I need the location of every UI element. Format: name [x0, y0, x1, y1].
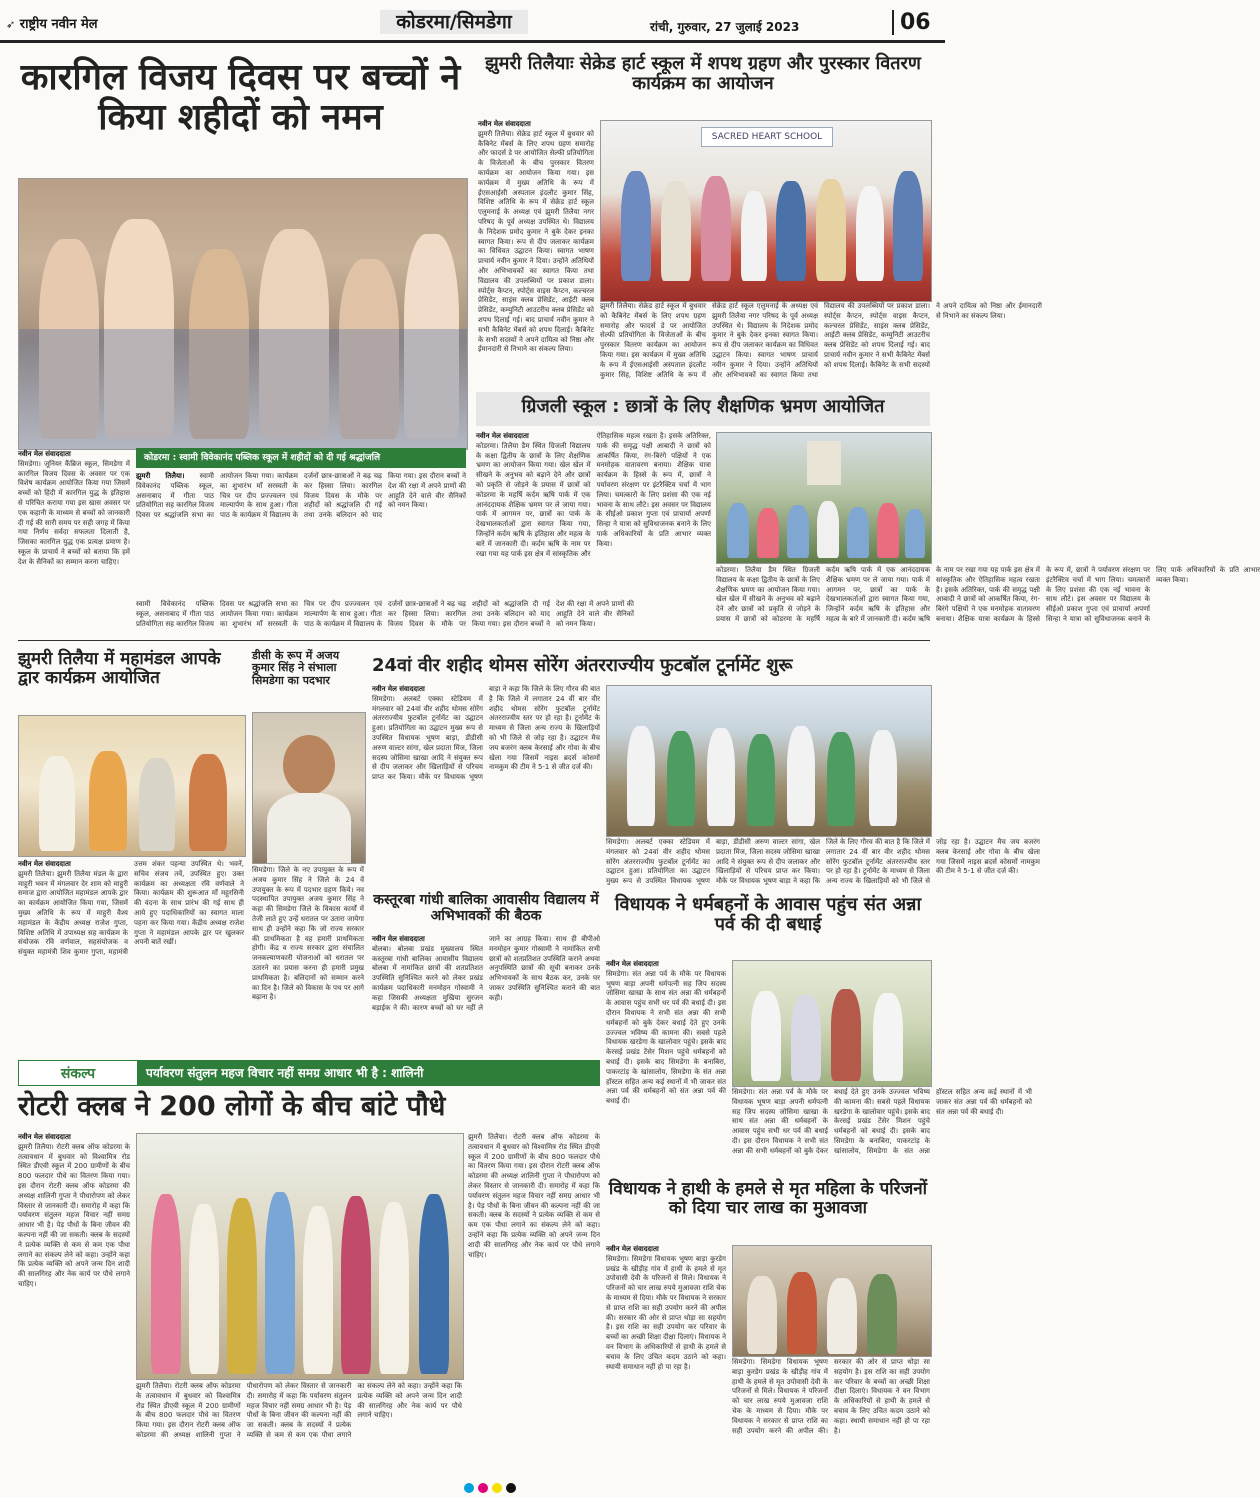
sankalp-title: पर्यावरण संतुलन महज विचार नहीं समग्र आधार भी है : शालिनी	[146, 1066, 424, 1080]
kargil-article: नवीन मेल संवाददाता सिमडेगा। जूनियर कैंब्रिज स्कूल, सिमडेगा में कारगिल विजय दिवस के अवसर पर एक विशेष कार्यक्रम आयोजित किया गया जिसमें बच्चों को हिंदी में कारगिल युद्ध के इतिहास से परिचित कराया गया इस खास अवसर पर एक कहानी के माध्यम से बच्चों को जानकारी दी गई की सारी समय पर सही जगह में किया गया निर्णय सर्वदा सफलता दिलाती है, जिसका कारगिल युद्ध एक प्रत्यक्ष प्रमाण है। स्कूल के प्राचार्य ने बच्चों को बताया कि हमें देश के सैनिकों का सम्मान करना चाहिए।	[18, 450, 130, 566]
grizzly-article: नवीन मेल संवाददाता कोडरमा। तिलैया डैम स्थित ग्रिजली विद्यालय के कक्षा द्वितीय के छात्रों के लिए शैक्षणिक भ्रमण का आयोजन किया गया। खेल खेल में सीखने के अनुभव को बढ़ाने देने और छात्रों को प्रकृति से जोड़ने के प्रयास में छात्रों को कोडरमा के महर्षि कर्दम ऋषि पार्क में एक आनंददायक शैक्षिक भ्रमण पर ले जाया गया। पार्क में आगमन पर, छात्रों का पार्क के देखभालकर्ताओं द्वारा स्वागत किया गया, जिन्होंने कर्दम ऋषि के इतिहास और महत्व के बारे में जानकारी दी। कर्दम ऋषि के नाम पर रखा गया यह पार्क इस क्षेत्र में सांस्कृतिक और ऐतिहासिक महत्व रखता है। इसके अतिरिक्त, पार्क की समृद्ध पक्षी आबादी ने छात्रों को आकर्षित किया, रंग-बिरंगे पक्षियों ने एक मनमोहक वातावरण बनाया। शैक्षिक यात्रा कार्यक्रम के हिस्से के रूप में, छात्रों ने पर्यावरण संरक्षण पर इंटरैक्टिव चर्चा में भाग लिया। चमत्कारों के लिए प्रशंसा की एक नई भावना के साथ लौटे। इस अवसर पर विद्यालय के सीईओ प्रकाश गुप्ता एवं प्राचार्या अपर्णा सिन्हा ने यात्रा को सुविधाजनक बनाने के लिए पार्क अधिकारियों के प्रति आभार व्यक्त किया।	[476, 432, 711, 558]
magenta-dot	[478, 1483, 488, 1493]
page-number: 06	[892, 10, 931, 35]
section-title: कोडरमा/सिमडेगा	[380, 10, 528, 34]
rotary-article-2: झुमरी तिलैया। रोटरी क्लब ऑफ कोडरमा के तत्वावधान में बुधवार को विश्वामित्र रोड स्थित डीएवी स्कूल में 200 ग्रामीणों के बीच 800 फलदार पौधे का वितरण किया गया। इस दौरान रोटरी क्लब ऑफ कोडरमा की अध्यक्ष शालिनी गुप्ता ने पौधारोपण को लेकर विस्तार से जानकारी दी। समारोह में कहा कि पर्यावरण संतुलन महज विचार नहीं समग्र आधार भी है। पेड़ पौधों के बिना जीवन की कल्पना नहीं की जा सकती। क्लब के सदस्यों ने प्रत्येक व्यक्ति से कम से कम एक पौधा लगाने का संकल्प लेने को कहा। उन्होंने कहा कि प्रत्येक व्यक्ति को अपने जन्म दिन शादी की सालगिरह और नेक कार्य पर पौधे लगाने चाहिए।	[136, 1382, 462, 1439]
rotary-article-3: झुमरी तिलैया। रोटरी क्लब ऑफ कोडरमा के तत्वावधान में बुधवार को विश्वामित्र रोड स्थित डीएवी स्कूल में 200 ग्रामीणों के बीच 800 फलदार पौधे का वितरण किया गया। इस दौरान रोटरी क्लब ऑफ कोडरमा की अध्यक्ष शालिनी गुप्ता ने पौधारोपण को लेकर विस्तार से जानकारी दी। समारोह में कहा कि पर्यावरण संतुलन महज विचार नहीं समग्र आधार भी है। पेड़ पौधों के बिना जीवन की कल्पना नहीं की जा सकती। क्लब के सदस्यों ने प्रत्येक व्यक्ति से कम से कम एक पौधा लगाने का संकल्प लेने को कहा। उन्होंने कहा कि प्रत्येक व्यक्ति को अपने जन्म दिन शादी की सालगिरह और नेक कार्य पर पौधे लगाने चाहिए।	[468, 1133, 600, 1259]
football-article: नवीन मेल संवाददाता सिमडेगा। अलबर्ट एक्का स्टेडियम में मंगलवार को 24वां वीर शहीद थोमस सोरेंग अंतरराज्यीय फुटबॉल टूर्नामेंट का उद्घाटन हुआ। प्रतियोगिता का उद्घाटन मुख्य रूप से उपस्थित विधायक भूषण बाड़ा, डीडीसी अरुण वाल्टर सांगा, खेल प्रदाता मिंज, जिला सदस्य जोसिमा खाखा आदि ने संयुक्त रूप से दीप जलाकर और खिलाड़ियों से परिचय प्राप्त कर किया। मौके पर विधायक भूषण बाड़ा ने कहा कि जिले के लिए गौरव की बात है कि जिले में लगातार 24 वीं बार वीर शहीद थोमस सोरेंग फुटबॉल टूर्नामेंट अंतरराज्यीय स्तर पर हो रहा है। टूर्नामेंट के माध्यम से जिला अन्य राज्य के खिलाड़ियों को भी जिले से जोड़ रहा है। उद्घाटन मैच जय बजरंग क्लब केरसाई और गोवा के बीच खेला गया जिसमें नाइस ब्रदर्स कोसमों नामकुम की टीम ने 5-1 से जीत दर्ज की।	[372, 685, 600, 782]
date-line: रांची, गुरुवार, 27 जुलाई 2023	[650, 20, 800, 34]
kargil-headline: कारगिल विजय दिवस पर बच्चों ने किया शहीदों को नमन	[20, 57, 461, 139]
dc-portrait-photo	[252, 712, 366, 864]
vivekanand-bar: कोडरमा : स्वामी विवेकानंद पब्लिक स्कूल में शहीदों को दी गई श्रद्धांजलि	[136, 448, 466, 468]
rotary-article: नवीन मेल संवाददाता झुमरी तिलैया। रोटरी क्लब ऑफ कोडरमा के तत्वावधान में बुधवार को विश्वामित्र रोड स्थित डीएवी स्कूल में 200 ग्रामीणों के बीच 800 फलदार पौधे का वितरण किया गया। इस दौरान रोटरी क्लब ऑफ कोडरमा की अध्यक्ष शालिनी गुप्ता ने पौधारोपण को लेकर विस्तार से जानकारी दी। समारोह में कहा कि पर्यावरण संतुलन महज विचार नहीं समग्र आधार भी है। पेड़ पौधों के बिना जीवन की कल्पना नहीं की जा सकती। क्लब के सदस्यों ने प्रत्येक व्यक्ति से कम से कम एक पौधा लगाने का संकल्प लेने को कहा। उन्होंने कहा कि प्रत्येक व्यक्ति को अपने जन्म दिन शादी की सालगिरह और नेक कार्य पर पौधे लगाने चाहिए।	[18, 1133, 130, 1288]
mahamandal-article: नवीन मेल संवाददाता झुमरी तिलैया। झुमरी तिलैया मंडल के द्वारा माहुरी भवन में मंगलवार देर शाम को माहुरी समाज द्वारा आयोजित महामंडल आपके द्वार का कार्यक्रम आयोजित किया गया, जिसमें मुख्य अतिथि के रूप में माहुरी वैश्य महामंडल के केंद्रीय अध्यक्ष राजेश गुप्ता, विशिष्ट अतिथि में उपाध्यक्ष सह कार्यक्रम के संयोजक रवि वर्णवाल, सहसंयोजक व संयुक्त महामंत्री शिव कुमार गुप्ता, महामंत्री उत्तम शंकर पहन्या उपस्थित थे। भवनें, सचिव संजय तवें, उपस्थित हुए। उक्त कार्यक्रम का अध्यक्षता रवि वर्णवाले ने किया। कार्यक्रम की शुरूआत माँ महुरसिनी की वंदना के साथ प्रारंभ की गई साथ ही आये हुए पदाधिकारियों का स्वागत माला पहना कर किया गया। केंद्रीय अध्यक्ष राजेश गुप्ता ने महामंडल आपके द्वार पर खुलकर अपनी बातें रखीं।	[18, 860, 244, 957]
kargil-photo	[18, 178, 468, 450]
sacredheart-photo: SACRED HEART SCHOOL	[600, 120, 932, 302]
kasturba-headline: कस्तूरबा गांधी बालिका आवासीय विद्यालय में अभिभावकों की बैठक	[373, 892, 599, 924]
rotary-headline: रोटरी क्लब ने 200 लोगों के बीच बांटे पौधे	[18, 1091, 446, 1122]
yellow-dot	[492, 1483, 502, 1493]
sankalp-bar	[18, 1060, 600, 1086]
mahamandal-headline: झुमरी तिलैया में महामंडल आपके द्वार कार्यक्रम आयोजित	[18, 649, 221, 689]
simdega-dc-article: सिमडेगा। जिले के नए उपायुक्त के रूप में अजय कुमार सिंह ने जिले के 24 वें उपायुक्त के रूप में पदभार ग्रहण किये। नव पदस्थापित उपायुक्त अजय कुमार सिंह ने कहा की सिमडेगा जिले के विकास कार्यों में तेजी लाते हुए उन्हें धरातल पर उतारा जायेगा साथ ही उन्होंने कहा कि जो राज्य सरकार की प्राथमिकता है वह हमारी प्राथमिकता होगी। केंद्र व राज्य सरकार द्वारा संचालित जनकल्याणकारी योजनाओं को धरातल पर उतारने का प्रयास करना ही हमारी प्रमुख प्राथमिकता है। बलिदानों को सम्मान करने का दिन है। जिले को विकास के पथ पर आगे बढ़ाना है।	[252, 866, 364, 1002]
football-headline: 24वां वीर शहीद थोमस सोरेंग अंतरराज्यीय फुटबॉल टूर्नामेंट शुरू	[372, 655, 793, 676]
sacredheart-article-1: नवीन मेल संवाददाता झुमरी तिलैया। सेक्रेड हार्ट स्कूल में बुधवार को कैबिनेट मेंबर्स के लिए शपथ ग्रहण समारोह और फादर्स डे पर आयोजित सेल्फी प्रतियोगिता के विजेताओं के बीच पुरस्कार वितरण कार्यक्रम का आयोजन किया गया। इस कार्यक्रम में मुख्य अतिथि के रूप में ईएसआईसी अस्पताल इंदलौट कुमार सिंह, विशिष्ट अतिथि के रूप में सेक्रेड हार्ट स्कूल एलुमनाई के अध्यक्ष एवं झुमरी तिलैया नगर परिषद के पूर्व अध्यक्ष उपस्थित थे। विद्यालय के निदेशक प्रमोद कुमार ने बुके देकर इनका स्वागत किया। रूप से दीप जलाकर कार्यक्रम का विधिवत उद्घाटन किया। स्वागत भाषण प्राचार्य नवीन कुमार ने दिया। उन्होंने अतिथियों और अभिभावकों का स्वागत किया तथा विद्यालय की उपलब्धियों पर प्रकाश डाला। स्पोर्ट्स कैप्टन, स्पोर्ट्स वाइस कैप्टन, कल्चरल प्रेसिडेंट, साइंस क्लब प्रेसिडेंट, आईटी क्लब प्रेसिडेंट, कम्युनिटी आउटरीच क्लब प्रेसिडेंट को शपथ दिलाई गई। बाद प्राचार्य नवीन कुमार ने सभी कैबिनेट मेंबर्स को शपथ दिलाई। कैबिनेट के सभी सदस्यों ने अपने दायित्व को निष्ठा और ईमानदारी से निभाने का संकल्प लिया।	[478, 120, 594, 354]
kasturba-article: नवीन मेल संवाददाता बोलबा। बोलबा प्रखंड मुख्यालय स्थित कस्तूरबा गांधी बालिका आवासीय विद्यालय बोलबा में नामांकित छात्रों की शतप्रतिशत उपस्थिति सुनिश्चित करने को लेकर प्रखंड कार्यक्रम पदाधिकारी मनमोहन गोस्वामी ने कहा जिसकी अध्यक्षता मुखिया सुरजन बड़ाईक ने की। कारण बच्चों को घर नहीं ले जाने का आग्रह किया। साथ ही बीपीओ मनमोहन कुमार गोस्वामी ने नामांकित सभी छात्रों को शतप्रतिशत उपस्थिति कराने अथवा अनुपस्थिति छात्रों की सूची बनाकर उनके अभिभावकों के साथ बैठक कर, उनके घर जाकर उपस्थिति सुनिश्चित कराने की बात कही।	[372, 935, 600, 1012]
football-photo	[606, 685, 932, 837]
section-divider	[18, 640, 930, 641]
grizzly-headline: ग्रिजली स्कूल : छात्रों के लिए शैक्षणिक भ्रमण आयोजित	[521, 396, 885, 417]
registration-mark-icon	[430, 1478, 550, 1489]
grizzly-photo	[716, 432, 932, 564]
sacredheart-article-2: झुमरी तिलैया। सेक्रेड हार्ट स्कूल में बुधवार को कैबिनेट मेंबर्स के लिए शपथ ग्रहण समारोह और फादर्स डे पर आयोजित सेल्फी प्रतियोगिता के विजेताओं के बीच पुरस्कार वितरण कार्यक्रम का आयोजन किया गया। इस कार्यक्रम में मुख्य अतिथि के रूप में ईएसआईसी अस्पताल इंदलौट कुमार सिंह, विशिष्ट अतिथि के रूप में सेक्रेड हार्ट स्कूल एलुमनाई के अध्यक्ष एवं झुमरी तिलैया नगर परिषद के पूर्व अध्यक्ष उपस्थित थे। विद्यालय के निदेशक प्रमोद कुमार ने बुके देकर इनका स्वागत किया। रूप से दीप जलाकर कार्यक्रम का विधिवत उद्घाटन किया। स्वागत भाषण प्राचार्य नवीन कुमार ने दिया। उन्होंने अतिथियों और अभिभावकों का स्वागत किया तथा विद्यालय की उपलब्धियों पर प्रकाश डाला। स्पोर्ट्स कैप्टन, स्पोर्ट्स वाइस कैप्टन, कल्चरल प्रेसिडेंट, साइंस क्लब प्रेसिडेंट, आईटी क्लब प्रेसिडेंट, कम्युनिटी आउटरीच क्लब प्रेसिडेंट को शपथ दिलाई गई। बाद प्राचार्य नवीन कुमार ने सभी कैबिनेट मेंबर्स को शपथ दिलाई। कैबिनेट के सभी सदस्यों ने अपने दायित्व को निष्ठा और ईमानदारी से निभाने का संकल्प लिया।	[600, 302, 1042, 379]
vidhayak-awas-article: नवीन मेल संवाददाता सिमडेगा। संत अन्ना पर्व के मौके पर विधायक भूषण बाड़ा अपनी धर्मपत्नी सह जिप सदस्य जोसिमा खाखा के साथ संत अन्ना की धर्मबहनों के आवास पहुंच सभी धर पर्व की बधाई दी। इस दौरान विधायक ने सभी संत अन्ना की सभी धर्मबहनों को बुके देकर बधाई देते हुए उनके उज्ज्वल भविष्य की कामना की। सबसे पहले विधायक खरडेगा के खालोवार पहुंचे। इसके बाद केरसई प्रखंड टेंसेर मिशन पहुंचे धर्मबहनों को बधाई दी। इसके बाद सिमडेगा के बनाबिरा, पाकरटांड़ के खांसालोय, सिमडेगा के संत अन्ना हॉस्टल सहित अन्य कई स्थानों में भी जाकर संत अन्ना पर्व की धर्मबहनों को संत अन्ना पर्व की बधाई दी।	[606, 960, 726, 1106]
vidhayak-awas-article-2: सिमडेगा। संत अन्ना पर्व के मौके पर विधायक भूषण बाड़ा अपनी धर्मपत्नी सह जिप सदस्य जोसिमा खाखा के साथ संत अन्ना की धर्मबहनों के आवास पहुंच सभी धर पर्व की बधाई दी। इस दौरान विधायक ने सभी संत अन्ना की सभी धर्मबहनों को बुके देकर बधाई देते हुए उनके उज्ज्वल भविष्य की कामना की। सबसे पहले विधायक खरडेगा के खालोवार पहुंचे। इसके बाद केरसई प्रखंड टेंसेर मिशन पहुंचे धर्मबहनों को बधाई दी। इसके बाद सिमडेगा के बनाबिरा, पाकरटांड़ के खांसालोय, सिमडेगा के संत अन्ना हॉस्टल सहित अन्य कई स्थानों में भी जाकर संत अन्ना पर्व की धर्मबहनों को संत अन्ना पर्व की बधाई दी।	[732, 1088, 1032, 1155]
mahamandal-photo	[18, 715, 246, 857]
rotary-photo	[136, 1133, 464, 1380]
grizzly-article-2: कोडरमा। तिलैया डैम स्थित ग्रिजली विद्यालय के कक्षा द्वितीय के छात्रों के लिए शैक्षणिक भ्रमण का आयोजन किया गया। खेल खेल में सीखने के अनुभव को बढ़ाने देने और छात्रों को प्रकृति से जोड़ने के प्रयास में छात्रों को कोडरमा के महर्षि कर्दम ऋषि पार्क में एक आनंददायक शैक्षिक भ्रमण पर ले जाया गया। पार्क में आगमन पर, छात्रों का पार्क के देखभालकर्ताओं द्वारा स्वागत किया गया, जिन्होंने कर्दम ऋषि के इतिहास और महत्व के बारे में जानकारी दी। कर्दम ऋषि के नाम पर रखा गया यह पार्क इस क्षेत्र में सांस्कृतिक और ऐतिहासिक महत्व रखता है। इसके अतिरिक्त, पार्क की समृद्ध पक्षी आबादी ने छात्रों को आकर्षित किया, रंग-बिरंगे पक्षियों ने एक मनमोहक वातावरण बनाया। शैक्षिक यात्रा कार्यक्रम के हिस्से के रूप में, छात्रों ने पर्यावरण संरक्षण पर इंटरैक्टिव चर्चा में भाग लिया। चमत्कारों के लिए प्रशंसा की एक नई भावना के साथ लौटे। इस अवसर पर विद्यालय के सीईओ प्रकाश गुप्ता एवं प्राचार्या अपर्णा सिन्हा ने यात्रा को सुविधाजनक बनाने के लिए पार्क अधिकारियों के प्रति आभार व्यक्त किया।	[716, 566, 1260, 623]
black-dot	[506, 1483, 516, 1493]
vivekanand-article-continued: स्वामी विवेकानंद पब्लिक स्कूल, असनाबाद में गीता पाठ प्रतियोगिता सह कारगिल विजय दिवस पर श्रद्धांजलि सभा का आयोजन किया गया। कार्यक्रम का शुभारंभ माँ सरस्वती के चित्र पर दीप प्रज्ज्वलन एवं माल्यार्पण के साथ हुआ। गीता पाठ के कार्यक्रम में विद्यालय के दर्जनों छात्र-छात्राओं ने बढ़ चढ़ कर हिस्सा लिया। कारगिल विजय दिवस के मौके पर शहीदों को श्रद्धांजलि दी गई तथा उनके बलिदान को याद किया गया। इस दौरान बच्चों ने देश की रक्षा में अपने प्राणों की आहुति देने वाले वीर सैनिकों को नमन किया।	[136, 600, 634, 628]
sankalp-tag: संकल्प	[18, 1060, 138, 1086]
vivekanand-article: झुमरी तिलैया। स्वामी विवेकानंद पब्लिक स्कूल, असनाबाद में गीता पाठ प्रतियोगिता सह कारगिल विजय दिवस पर श्रद्धांजलि सभा का आयोजन किया गया। कार्यक्रम का शुभारंभ माँ सरस्वती के चित्र पर दीप प्रज्ज्वलन एवं माल्यार्पण के साथ हुआ। गीता पाठ के कार्यक्रम में विद्यालय के दर्जनों छात्र-छात्राओं ने बढ़ चढ़ कर हिस्सा लिया। कारगिल विजय दिवस के मौके पर शहीदों को श्रद्धांजलि दी गई तथा उनके बलिदान को याद किया गया। इस दौरान बच्चों ने देश की रक्षा में अपने प्राणों की आहुति देने वाले वीर सैनिकों को नमन किया।	[136, 472, 466, 520]
vidhayak-awas-headline: विधायक ने धर्मबहनों के आवास पहुंच संत अन्ना पर्व की दी बधाई	[614, 894, 922, 936]
bird-logo-icon: ➶	[6, 18, 16, 31]
newspaper-logo: ➶ राष्ट्रीय नवीन मेल	[6, 17, 98, 32]
simdega-dc-headline: डीसी के रूप में अजय कुमार सिंह ने संभाला सिमडेगा का पदभार	[252, 649, 340, 687]
cyan-dot	[464, 1483, 474, 1493]
elephant-article: नवीन मेल संवाददाता सिमडेगा। सिमडेगा विधायक भूषण बाड़ा कुरडेग प्रखंड के खीड़ीह गांव में हाथी के हमले से मृत उपोवासी देवी के परिजनों से मिले। विधायक ने परिजनों को चार लाख रुपये मुआवजा राशि चेक के माध्यम से दिया। मौके पर विधायक ने सरकार से प्राप्त राशि का सही उपयोग करने की अपील की। सरकार की ओर से प्राप्त थोड़ा सा सहयोग है। इस राशि का सही उपयोग कर परिवार के बच्चों का अच्छी शिक्षा दीक्षा दिलाएं। विधायक ने वन विभाग के अधिकारियों से हाथी के हमले से बचाव के लिए उचित कदम उठाने को कहा। स्थायी समाधान नहीं हो पा रहा है।	[606, 1245, 726, 1371]
sacredheart-headline: झुमरी तिलैयाः सेक्रेड हार्ट स्कूल में शपथ ग्रहण और पुरस्कार वितरण कार्यक्रम का आयोजन	[485, 53, 921, 95]
elephant-article-2: सिमडेगा। सिमडेगा विधायक भूषण बाड़ा कुरडेग प्रखंड के खीड़ीह गांव में हाथी के हमले से मृत उपोवासी देवी के परिजनों से मिले। विधायक ने परिजनों को चार लाख रुपये मुआवजा राशि चेक के माध्यम से दिया। मौके पर विधायक ने सरकार से प्राप्त राशि का सही उपयोग करने की अपील की। सरकार की ओर से प्राप्त थोड़ा सा सहयोग है। इस राशि का सही उपयोग कर परिवार के बच्चों का अच्छी शिक्षा दीक्षा दिलाएं। विधायक ने वन विभाग के अधिकारियों से हाथी के हमले से बचाव के लिए उचित कदम उठाने को कहा। स्थायी समाधान नहीं हो पा रहा है।	[732, 1358, 930, 1435]
elephant-photo	[732, 1245, 932, 1357]
football-article-2: सिमडेगा। अलबर्ट एक्का स्टेडियम में मंगलवार को 24वां वीर शहीद थोमस सोरेंग अंतरराज्यीय फुटबॉल टूर्नामेंट का उद्घाटन हुआ। प्रतियोगिता का उद्घाटन मुख्य रूप से उपस्थित विधायक भूषण बाड़ा, डीडीसी अरुण वाल्टर सांगा, खेल प्रदाता मिंज, जिला सदस्य जोसिमा खाखा आदि ने संयुक्त रूप से दीप जलाकर और खिलाड़ियों से परिचय प्राप्त कर किया। मौके पर विधायक भूषण बाड़ा ने कहा कि जिले के लिए गौरव की बात है कि जिले में लगातार 24 वीं बार वीर शहीद थोमस सोरेंग फुटबॉल टूर्नामेंट अंतरराज्यीय स्तर पर हो रहा है। टूर्नामेंट के माध्यम से जिला अन्य राज्य के खिलाड़ियों को भी जिले से जोड़ रहा है। उद्घाटन मैच जय बजरंग क्लब केरसाई और गोवा के बीच खेला गया जिसमें नाइस ब्रदर्स कोसमों नामकुम की टीम ने 5-1 से जीत दर्ज की।	[606, 838, 1040, 886]
vidhayak-awas-photo	[732, 960, 932, 1087]
masthead	[0, 0, 945, 43]
elephant-headline: विधायक ने हाथी के हमले से मृत महिला के परिजनों को दिया चार लाख का मुआवजा	[608, 1179, 928, 1219]
